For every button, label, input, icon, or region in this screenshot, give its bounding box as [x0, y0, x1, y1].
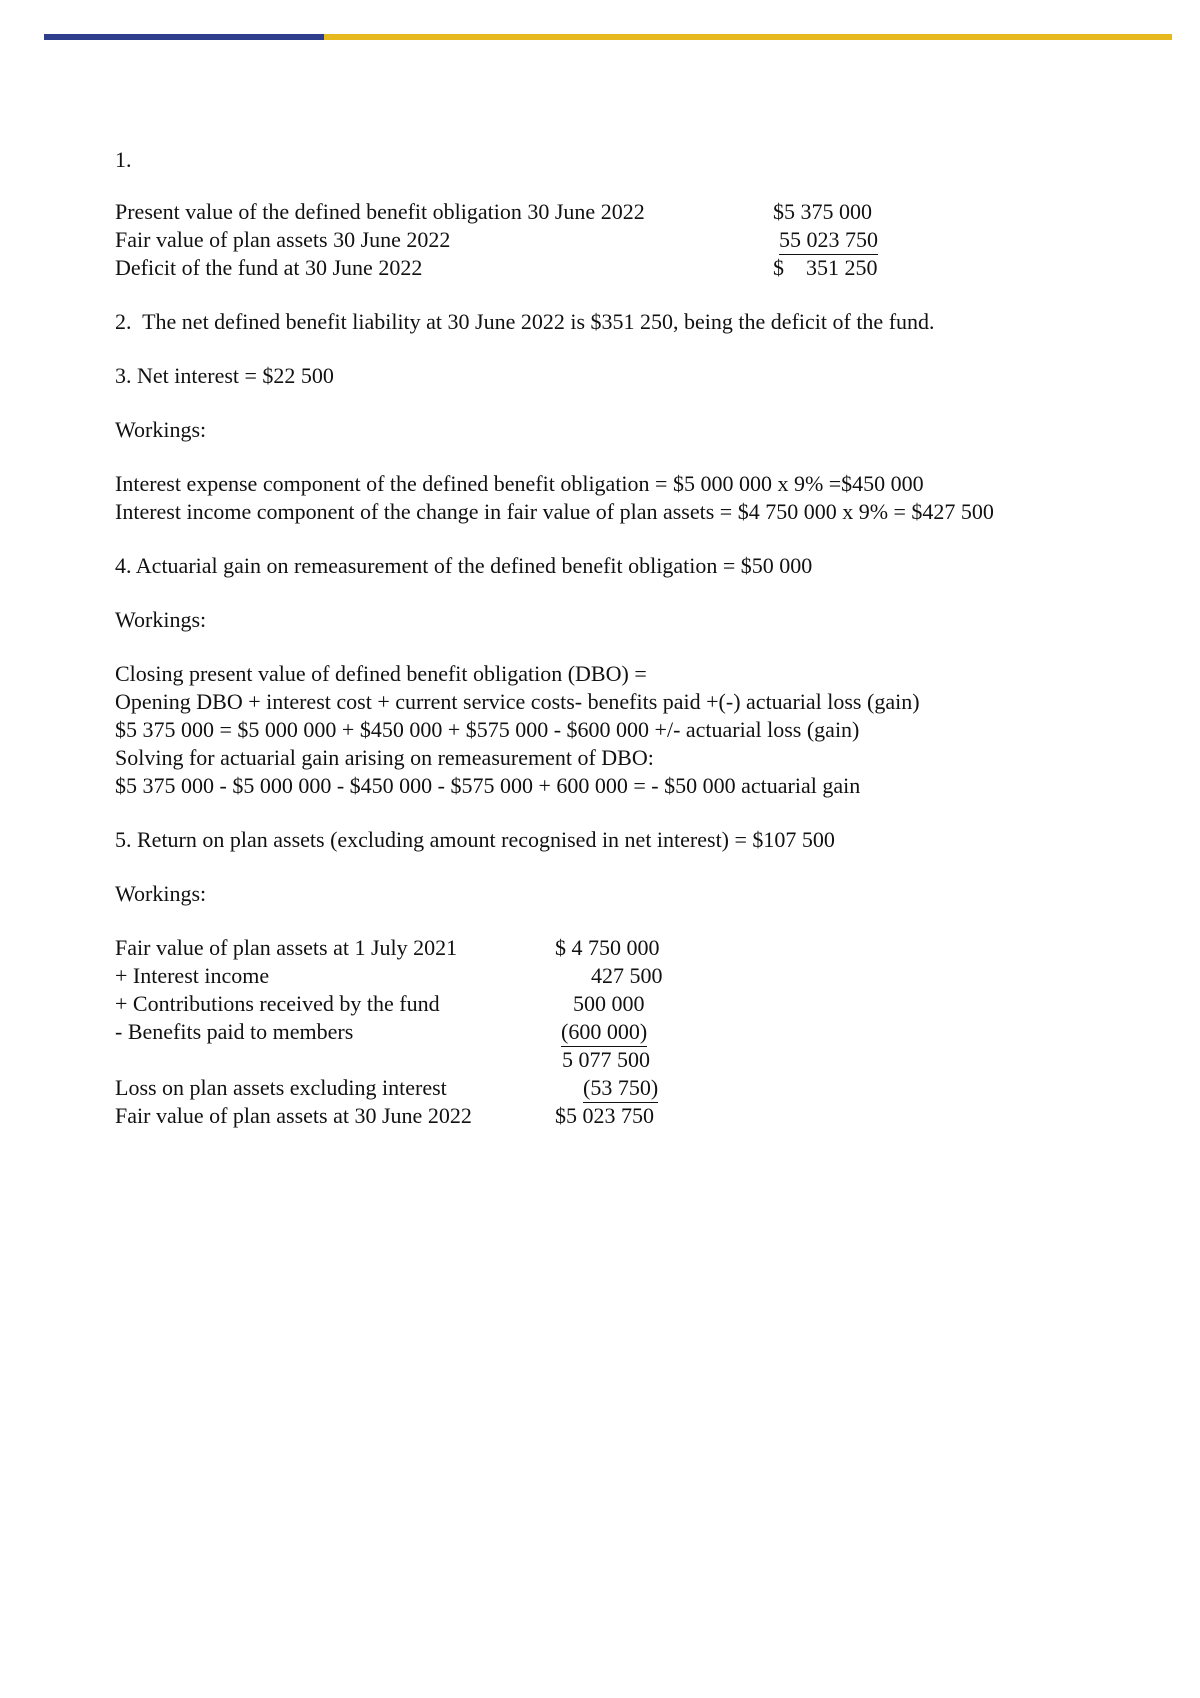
q1-label: 1. [115, 147, 132, 172]
q4-working-line: Opening DBO + interest cost + current service costs- benefits paid +(-) actuarial loss (gain) [115, 689, 920, 714]
q1-row-pv-dbo-text: Present value of the defined benefit obligation 30 June 2022 [115, 199, 645, 224]
q5-row-amount: (600 000) [561, 1018, 647, 1047]
q4-working-line: Solving for actuarial gain arising on remeasurement of DBO: [115, 745, 654, 770]
q4-working-line: Closing present value of defined benefit obligation (DBO) = [115, 661, 647, 686]
header-accent-bar [44, 34, 1172, 40]
q4-working-line: $5 375 000 - $5 000 000 - $450 000 - $575 000 + 600 000 = - $50 000 actuarial gain [115, 773, 861, 798]
q5-subtotal-amount: 5 077 500 [562, 1047, 650, 1072]
q5-row-text: Fair value of plan assets at 1 July 2021 [115, 935, 458, 960]
q3-workings-label: Workings: [115, 417, 207, 442]
q4-workings-label: Workings: [115, 607, 207, 632]
q1-row-deficit-text: Deficit of the fund at 30 June 2022 [115, 255, 423, 280]
q5-row-text: Loss on plan assets excluding interest [115, 1075, 447, 1100]
q1-row-fv-assets-text: Fair value of plan assets 30 June 2022 [115, 227, 451, 252]
q5-row-amount: $5 023 750 [555, 1103, 654, 1128]
q5-row-text: Fair value of plan assets at 30 June 2022 [115, 1103, 472, 1128]
header-accent-blue [44, 34, 324, 40]
q5-row-amount: 500 000 [573, 991, 645, 1016]
q3-text: 3. Net interest = $22 500 [115, 363, 334, 388]
q5-text: 5. Return on plan assets (excluding amount recognised in net interest) = $107 500 [115, 827, 835, 852]
q5-row-text: - Benefits paid to members [115, 1019, 354, 1044]
q5-row-text: + Interest income [115, 963, 270, 988]
q5-row-amount: (53 750) [583, 1074, 658, 1103]
q2-text: 2. The net defined benefit liability at 30 June 2022 is $351 250, being the deficit of the fund. [115, 309, 935, 334]
q5-row-text: + Contributions received by the fund [115, 991, 440, 1016]
header-accent-gold [324, 34, 1172, 40]
q4-text: 4. Actuarial gain on remeasurement of the defined benefit obligation = $50 000 [115, 553, 813, 578]
q3-working-line: Interest income component of the change in fair value of plan assets = $4 750 000 x 9% = $427 500 [115, 499, 994, 524]
q1-row-deficit-amount: $ 351 250 [773, 255, 878, 280]
q1-row-fv-assets-amount: 55 023 750 [779, 226, 878, 255]
q4-working-line: $5 375 000 = $5 000 000 + $450 000 + $575 000 - $600 000 +/- actuarial loss (gain) [115, 717, 860, 742]
q1-row-pv-dbo-amount: $5 375 000 [773, 199, 872, 224]
q5-workings-label: Workings: [115, 881, 207, 906]
q3-working-line: Interest expense component of the defined benefit obligation = $5 000 000 x 9% =$450 000 [115, 471, 924, 496]
q5-row-amount: $ 4 750 000 [555, 935, 660, 960]
q5-row-amount: 427 500 [591, 963, 663, 988]
